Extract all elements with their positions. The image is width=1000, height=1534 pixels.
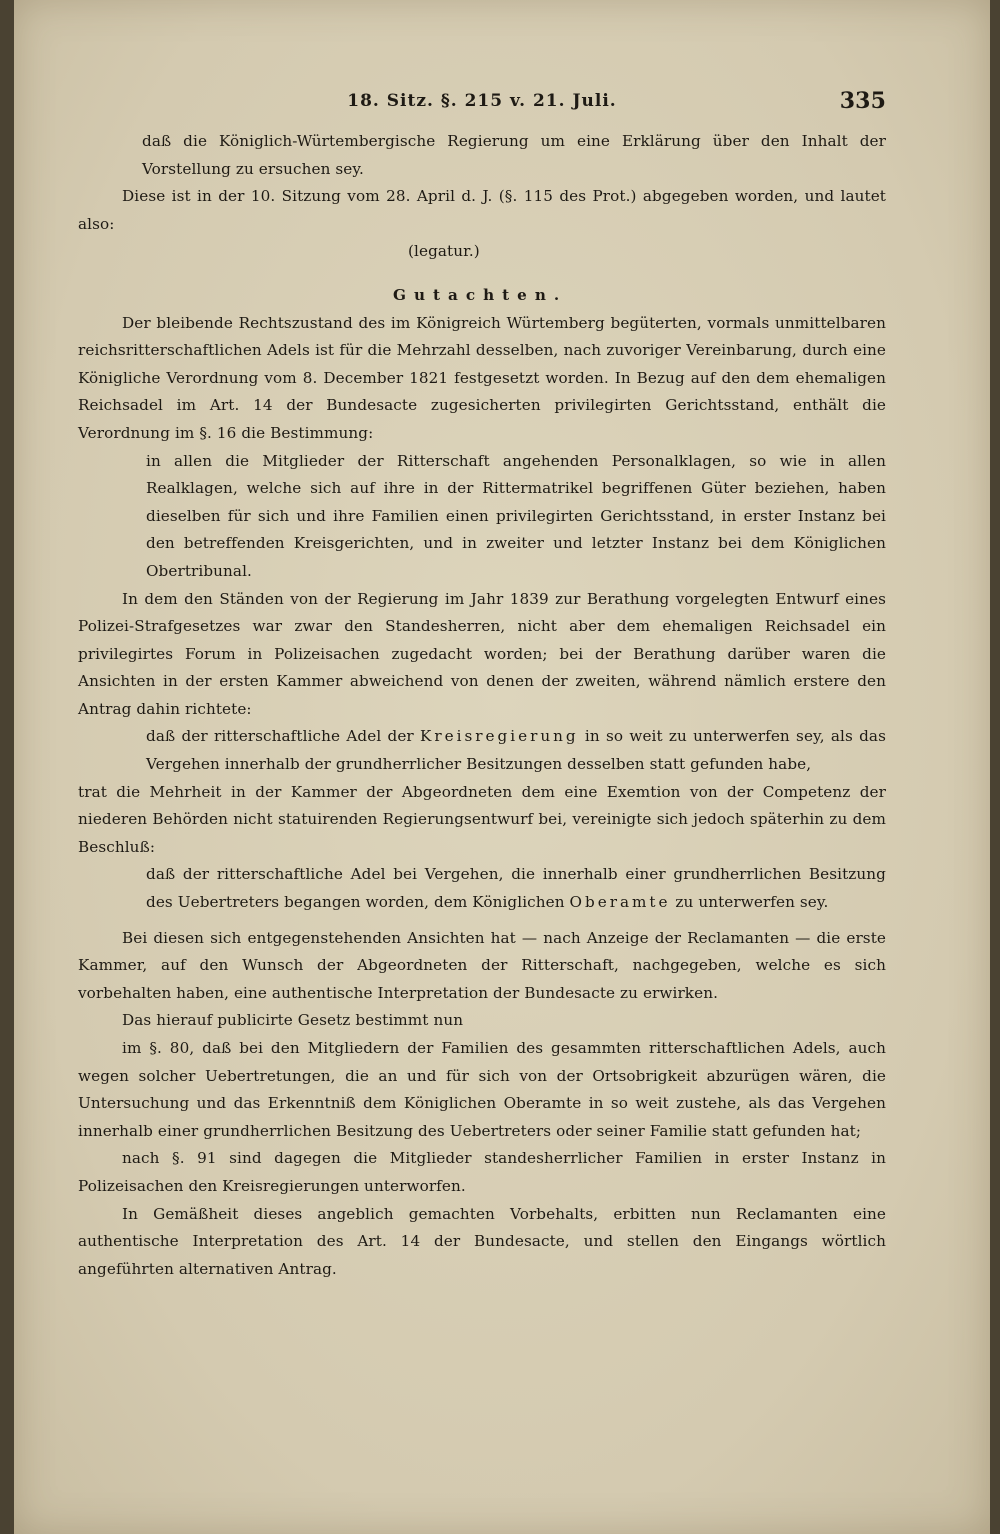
paragraph-2: Diese ist in der 10. Sitzung vom 28. April d. J. (§. 115 des Prot.) abgegeben worden, und lautet also: bbox=[78, 187, 886, 233]
quote-3-post: zu unterwerfen sey. bbox=[670, 893, 829, 912]
running-head: 18. Sitz. §. 215 v. 21. Juli. bbox=[347, 91, 617, 111]
quote-3 bbox=[146, 861, 886, 916]
quote-2-pre: daß der ritterschaftliche Adel der bbox=[146, 727, 421, 746]
quote-2-post: in so weit zu unterwerfen sey, als das Vergehen innerhalb der grundherrlicher Besitzungen desselben statt gefunden habe, bbox=[146, 727, 886, 774]
paragraph-5: trat die Mehrheit in der Kammer der Abgeordneten dem eine Exemtion von der Competenz der niederen Behörden nicht statuirenden Regierungsentwurf bei, vereinigte sich jedoch späterhin zu dem Beschluß: bbox=[78, 782, 886, 856]
quote-2-spaced: Kreisregierung bbox=[420, 727, 579, 746]
legatur-note: (legatur.) bbox=[408, 242, 480, 261]
paragraph-10: In Gemäßheit dieses angeblich gemachten Vorbehalts, erbitten nun Reclamanten eine authentische Interpretation des Art. 14 der Bundesacte, und stellen den Eingangs wörtlich angeführten alternativen Antrag. bbox=[78, 1204, 886, 1278]
page-header bbox=[78, 82, 886, 128]
section-heading: Gutachten. bbox=[393, 285, 568, 304]
paragraph-8: im §. 80, daß bei den Mitgliedern der Familien des gesammten ritterschaftlichen Adels, auch wegen solcher Uebertretungen, die an und für sich von der Ortsobrigkeit abzurügen wären, die Untersuchung und das Erkenntniß dem Königlichen Oberamte in so weit zustehe, als das Vergehen innerhalb einer grundherrlichen Besitzung des Uebertreters oder seiner Familie statt gefunden hat; bbox=[78, 1039, 886, 1140]
text-block bbox=[78, 82, 886, 1283]
page bbox=[14, 0, 990, 1534]
quote-2 bbox=[146, 723, 886, 778]
quote-1: in allen die Mitglieder der Ritterschaft angehenden Personalklagen, so wie in allen Realklagen, welche sich auf ihre in der Rittermatrikel begriffenen Güter beziehen, haben dieselben für sich und ihre Familien einen privilegirten Gerichtsstand, in erster Instanz bei den betreffenden Kreisgerichten, und in zweiter und letzter Instanz bei dem Königlichen Obertribunal. bbox=[146, 451, 886, 580]
paragraph-6: Bei diesen sich entgegenstehenden Ansichten hat — nach Anzeige der Reclamanten — die erste Kammer, auf den Wunsch der Abgeordneten der Ritterschaft, nachgegeben, welche es sich vorbehalten haben, eine authentische Interpretation der Bundesacte zu erwirken. bbox=[78, 928, 886, 1002]
paragraph-7: Das hierauf publicirte Gesetz bestimmt nun bbox=[122, 1011, 464, 1030]
page-number: 335 bbox=[839, 88, 886, 114]
paragraph-1: daß die Königlich-Würtembergische Regierung um eine Erklärung über den Inhalt der Vorstellung zu ersuchen sey. bbox=[142, 132, 886, 178]
paragraph-9: nach §. 91 sind dagegen die Mitglieder standesherrlicher Familien in erster Instanz in Polizeisachen den Kreisregierungen unterworfen. bbox=[78, 1149, 886, 1195]
quote-3-spaced: Oberamte bbox=[569, 893, 671, 912]
paragraph-3: Der bleibende Rechtszustand des im Königreich Würtemberg begüterten, vormals unmittelbaren reichsritterschaftlichen Adels ist für die Mehrzahl desselben, nach zuvoriger Vereinbarung, durch eine Königliche Verordnung vom 8. December 1821 festgesetzt worden. In Bezug auf den dem ehemaligen Reichsadel im Art. 14 der Bundesacte zugesicherten privilegirten Gerichtsstand, enthält die Verordnung im §. 16 die Bestimmung: bbox=[78, 313, 886, 442]
paragraph-4: In dem den Ständen von der Regierung im Jahr 1839 zur Berathung vorgelegten Entwurf eines Polizei-Strafgesetzes war zwar den Standesherren, nicht aber dem ehemaligen Reichsadel ein privilegirtes Forum in Polizeisachen zugedacht worden; bei der Berathung darüber waren die Ansichten in der ersten Kammer abweichend von denen der zweiten, während nämlich erstere den Antrag dahin richtete: bbox=[78, 589, 886, 718]
quote-3-pre: daß der ritterschaftliche Adel bei Vergehen, die innerhalb einer grundherrlichen Besitzung des Uebertreters begangen worden, dem Königlichen bbox=[146, 865, 886, 912]
